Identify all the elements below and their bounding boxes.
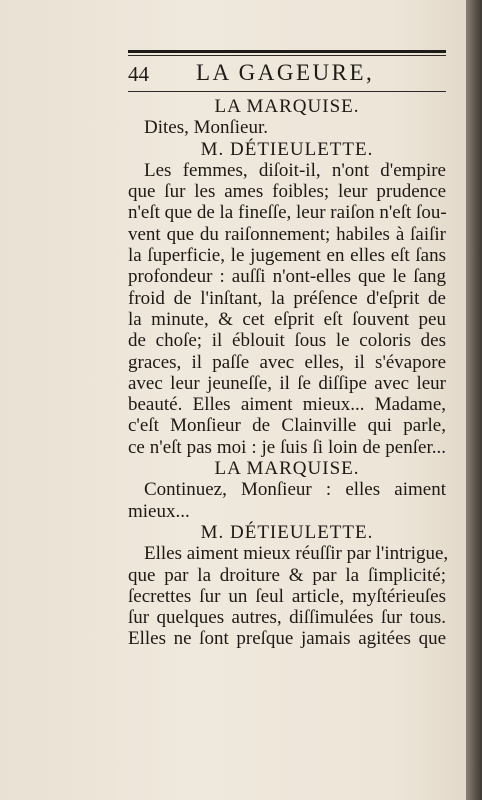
text-line: n'eſt que de la fineſſe, leur raiſon n'eſt ſou-	[128, 202, 447, 224]
text-line: mieux...	[128, 500, 190, 522]
header-underline-rule	[128, 91, 446, 92]
text-line: ſecrettes ſur un ſeul article, myſtérieuſes	[128, 585, 446, 607]
text-line: ce n'eſt pas moi : je ſuis ſi loin de penſer...	[128, 436, 446, 458]
speaker-name: LA MARQUISE.	[214, 458, 360, 480]
text-line: Les femmes, diſoit-il, n'ont d'empire	[144, 159, 446, 181]
speaker-name: LA MARQUISE.	[214, 96, 360, 117]
text-line: vent que du raiſonnement; habiles à ſaiſir	[128, 223, 446, 245]
book-spine-shadow	[466, 0, 482, 800]
text-line: c'eſt Monſieur de Clainville qui parle,	[128, 415, 446, 437]
text-line: profondeur : auſſi n'ont-elles que le ſang	[128, 266, 446, 288]
text-line: graces, il paſſe avec elles, il s'évapore	[128, 351, 446, 373]
text-line: la ſuperficie, le jugement en elles eſt ſans	[128, 245, 446, 267]
text-line: Elles ne ſont preſque jamais agitées que	[128, 628, 446, 650]
text-line: de choſe; il éblouit ſous le coloris des	[128, 330, 446, 352]
text-line: ſur quelques autres, diſſimulées ſur tous.	[128, 607, 446, 629]
text-line: avec leur jeuneſſe, il ſe diſſipe avec leur	[128, 372, 446, 394]
text-line: Continuez, Monſieur : elles aiment	[144, 479, 446, 501]
page-body-text	[128, 96, 449, 650]
page-number: 44	[128, 62, 149, 86]
speaker-name: M. DÉTIEULETTE.	[200, 521, 374, 543]
header-thick-rule	[128, 50, 446, 53]
text-line: Dites, Monſieur.	[144, 117, 269, 139]
text-line: la minute, & cet eſprit eſt ſouvent peu	[128, 308, 446, 330]
text-line: Elles aiment mieux réuſſir par l'intrigue,	[144, 543, 449, 565]
header-thin-rule	[128, 55, 446, 56]
text-line: beauté. Elles aiment mieux... Madame,	[128, 394, 446, 416]
running-head	[128, 60, 446, 90]
running-title: LA GAGEURE,	[196, 60, 375, 85]
text-line: que ſur les ames foibles; leur prudence	[128, 181, 446, 203]
text-line: froid de l'inſtant, la préſence d'eſprit de	[128, 287, 446, 309]
text-line: que par la droiture & par la ſimplicité;	[128, 564, 446, 586]
speaker-name: M. DÉTIEULETTE.	[200, 138, 374, 160]
